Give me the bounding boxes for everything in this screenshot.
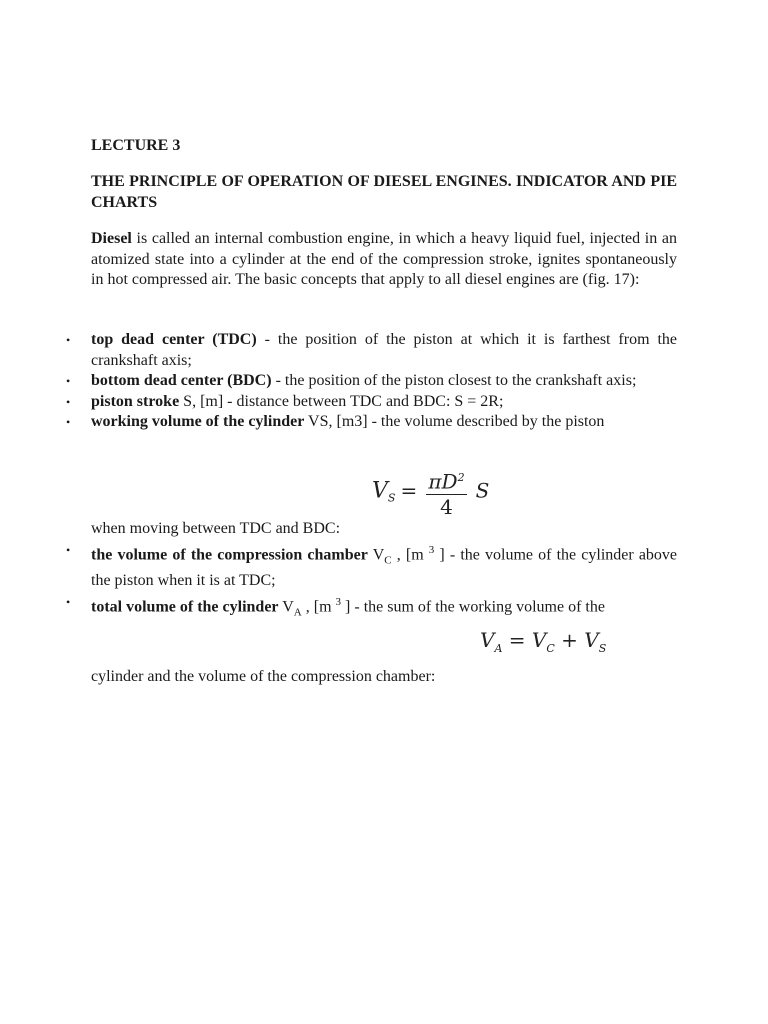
formula-symbol: S xyxy=(475,478,490,503)
definitions-list xyxy=(0,330,768,433)
list-item xyxy=(0,371,677,392)
item-unit-exponent: 3 xyxy=(335,595,342,608)
bullet-icon: • xyxy=(66,415,71,429)
formula-plus: + xyxy=(561,628,578,652)
intro-paragraph xyxy=(91,229,677,291)
formula-symbol: V xyxy=(480,628,495,652)
fraction-denominator: 4 xyxy=(440,495,453,520)
bullet-icon: • xyxy=(66,333,71,347)
item-unit-close: ] xyxy=(341,597,351,615)
bullet-icon: • xyxy=(66,594,71,609)
item-text: - the volume of the cylinder above the piston when it is at TDC; xyxy=(91,546,678,590)
item-term: bottom dead center (BDC) xyxy=(91,372,272,389)
formula-symbol: V xyxy=(584,628,599,652)
item-term: working volume of the cylinder xyxy=(91,413,305,430)
item-text: VS, [m3] - the volume described by the piston xyxy=(304,413,605,430)
formula-subscript: A xyxy=(494,642,503,655)
intro-text: is called an internal combustion engine, in which a heavy liquid fuel, injected in an atomized state into a cylinder at the end of the compression stroke, ignites spontaneously in hot compressed air. The basic concepts that apply to all diesel engines are (fig. 17): xyxy=(91,230,677,288)
formula-fraction xyxy=(426,468,466,518)
item-text: S, [m] - distance between TDC and BDC: S = 2R; xyxy=(179,392,504,410)
item-term: top dead center (TDC) xyxy=(91,331,257,348)
bullet-icon: • xyxy=(66,543,71,557)
lecture-label: LECTURE 3 xyxy=(91,137,181,154)
bullet-icon: • xyxy=(66,374,71,388)
fraction-numerator: πD xyxy=(428,469,458,494)
list-item xyxy=(0,330,677,371)
list-item xyxy=(0,592,677,623)
item-symbol: V xyxy=(278,597,294,615)
item-unit-close: ] xyxy=(434,546,445,564)
item-unit: , [m xyxy=(301,597,336,615)
item-text: - the position of the piston at which it is farthest from the crankshaft axis; xyxy=(91,331,678,369)
lecture-title: THE PRINCIPLE OF OPERATION OF DIESEL ENGINES. INDICATOR AND PIE CHARTS xyxy=(91,173,677,211)
item-text: - the position of the piston closest to the crankshaft axis; xyxy=(271,372,637,389)
list-item xyxy=(0,412,677,433)
item-text: - the sum of the working volume of the xyxy=(350,597,605,615)
item-unit: , [m xyxy=(391,546,429,564)
item-subscript: A xyxy=(293,606,302,619)
item-term: total volume of the cylinder xyxy=(91,597,279,615)
numerator-exponent: 2 xyxy=(457,471,465,484)
closing-text: cylinder and the volume of the compression chamber: xyxy=(91,668,436,685)
list-item xyxy=(0,540,677,592)
item-subscript: C xyxy=(384,554,392,567)
item-term: the volume of the compression chamber xyxy=(91,546,368,564)
formula-subscript: S xyxy=(387,491,396,505)
formula-equals: = xyxy=(508,628,526,652)
bullet-icon: • xyxy=(66,394,71,409)
formula-equals: = xyxy=(400,478,418,503)
item-term: piston stroke xyxy=(91,392,180,410)
after-formula-text: when moving between TDC and BDC: xyxy=(91,520,341,537)
formula-symbol: V xyxy=(531,628,547,652)
list-item xyxy=(0,392,677,413)
formula-subscript: C xyxy=(546,642,555,655)
item-symbol: V xyxy=(367,546,385,564)
formula-total-volume xyxy=(480,630,606,660)
formula-symbol: V xyxy=(372,478,388,504)
formula-subscript: S xyxy=(598,642,607,655)
definitions-list-continued xyxy=(0,540,768,623)
item-unit-exponent: 3 xyxy=(428,544,435,556)
intro-term: Diesel xyxy=(91,230,132,247)
formula-working-volume xyxy=(372,468,489,518)
